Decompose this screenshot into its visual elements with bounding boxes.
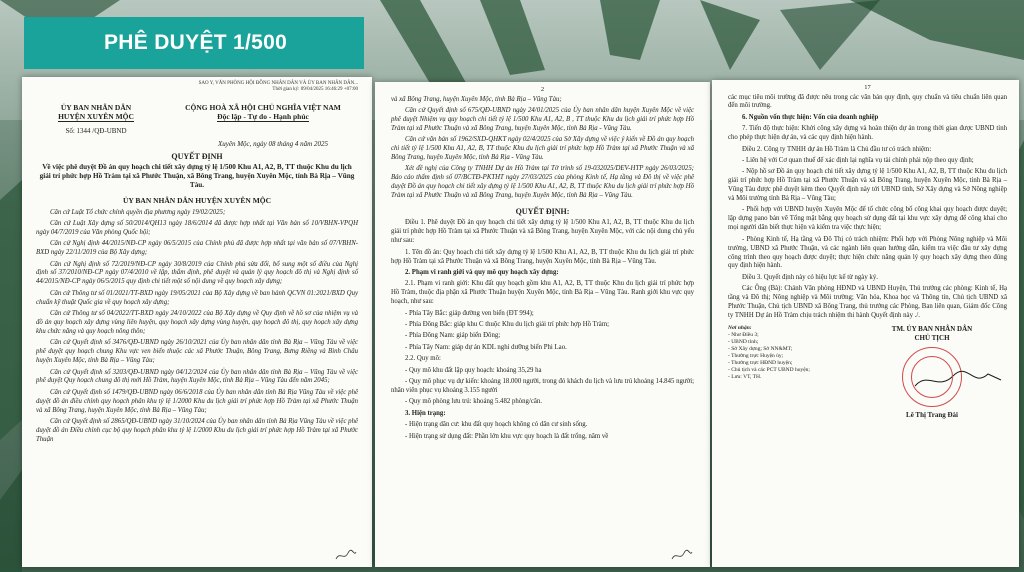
scale-area: - Quy mô khu đất lập quy hoạch: khoảng 35,29 ha (405, 366, 542, 374)
duty-department: - Phòng Kinh tế, Hạ tầng và Đô Thị có trách nhiệm: Phối hợp với Phòng Nông nghiệp và Môi trường, UBND xã Phước Thuận, và các ngành liên quan hướng dẫn, kiểm tra việc đầu tư xây dựng công trình theo quy hoạch được duyệt; thực hiện chức năng quản lý quy hoạch xây dựng theo đúng quy định hiện hành. (728, 235, 1007, 270)
p2-para-3: Căn cứ văn bản số 1962/SXD-QHKT ngày 02/4/2025 của Sở Xây dựng về việc ý kiến về Đồ án quy hoạch chi tiết tỷ lệ 1/500 Khu A1, A2, B, TT thuộc Khu du lịch giải trí phức hợp Hồ Tràm tại xã Phước Thuận và xã Bông Trang, huyện Xuyên Mộc, tỉnh Bà Rịa - Vũng Tàu. (391, 136, 694, 161)
scale-rooms: - Quy mô phòng lưu trú: khoảng 5.482 phòng/căn. (405, 398, 542, 406)
border-southeast: - Phía Đông Nam: giáp biển Đông; (405, 332, 501, 340)
nation-line1: CỘNG HOÀ XÃ HỘI CHỦ NGHĨA VIỆT NAM (185, 103, 341, 112)
item-3-status: 3. Hiện trạng: (405, 409, 446, 417)
p2-para-1: và xã Bông Trang, huyện Xuyên Mộc, tỉnh Bà Rịa – Vũng Tàu; (391, 95, 562, 103)
handwritten-signature (913, 366, 1003, 396)
p2-para-2: Căn cứ Quyết định số 675/QĐ-UBND ngày 24/01/2025 của Ủy ban nhân dân huyện Xuyên Mộc về việc phê duyệt Nhiệm vụ quy hoạch chi tiết tỷ lệ 1/500 Khu A1, A2, B , TT thuộc Khu du lịch giải trí phức hợp Hồ Tràm tại xã Phước Thuận và xã Bông Trang, huyện Xuyên Mộc, tỉnh Bà Rịa - Vũng Tàu. (391, 106, 694, 132)
border-southwest: - Phía Tây Nam: giáp dự án KDL nghỉ dưỡng biển Phi Lao. (405, 343, 567, 351)
legal-basis-4: Căn cứ Nghị định số 72/2019/NĐ-CP ngày 30/8/2019 của Chính phủ sửa đổi, bổ sung một số điều của Nghị định số 37/2010/NĐ-CP ngày 07/4/2010 về lập, thẩm định, phê duyệt và quản lý quy hoạch đô thị và Nghị định số 44/2015/NĐ-CP ngày 06/5/2015 quy định chi tiết một số nội dung về quy hoạch xây dựng; (36, 260, 358, 286)
copy-note-time: Thời gian ký: 09/04/2025 16:46:29 +07:00 (272, 87, 358, 92)
legal-basis-10: Căn cứ Quyết định số 2865/QĐ-UBND ngày 31/10/2024 của Ủy ban nhân dân tỉnh Bà Rịa Vũng Tàu về việc phê duyệt đồ án Điều chỉnh cục bộ quy hoạch phân khu tỷ lệ 1/2000 Khu du lịch giải trí phức hợp Hồ Tràm tại xã Phước Thuận (36, 418, 358, 443)
document-header (36, 103, 358, 136)
banner-title: PHÊ DUYỆT 1/500 (104, 31, 288, 54)
legal-basis-9: Căn cứ Quyết định số 1479/QĐ-UBND ngày 06/6/2018 của Ủy ban nhân dân tỉnh Bà Rịa Vũng Tàu về việc phê duyệt đồ án điều chỉnh quy hoạch phân khu tỷ lệ 1/2000 Khu du lịch giải trí phức hợp Hồ Tràm tại xã Phước Thuận và xã Bông Trang, huyện Xuyên Mộc, tỉnh Bà Rịa – Vũng Tàu; (36, 388, 358, 414)
document-page-17 (712, 80, 1019, 567)
document-page-1 (22, 77, 372, 567)
decision-subject: Về việc phê duyệt Đồ án quy hoạch chi tiết xây dựng tỷ lệ 1/500 Khu A1, A2, B, TT thuộc Khu du lịch giải trí phức hợp Hồ Tràm tại xã Phước Thuận, xã Bông Trang, huyện Xuyên Mộc, tỉnh Bà Rịa – Vũng Tàu. (39, 163, 355, 189)
border-northwest: - Phía Tây Bắc: giáp đường ven biển (ĐT 994); (405, 309, 534, 317)
page-number: 2 (540, 86, 545, 93)
page-initial-signature (334, 549, 358, 561)
legal-basis-8: Căn cứ Quyết định số 3203/QĐ-UBND ngày 04/12/2024 của Ủy ban nhân dân tỉnh Bà Rịa – Vũng Tàu về việc phê duyệt Quy hoạch chung đô thị mới Hồ Tràm, huyện Xuyên Mộc, tỉnh Bà Rịa – Vũng Tàu đến năm 2045; (36, 368, 358, 385)
org-line1: ỦY BAN NHÂN DÂN (60, 103, 132, 112)
status-residents: - Hiện trạng dân cư: khu đất quy hoạch không có dân cư sinh sống. (405, 421, 588, 429)
article-1: Điều 1. Phê duyệt Đồ án quy hoạch chi tiết xây dựng tỷ lệ 1/500 Khu A1, A2, B, TT thuộc Khu du lịch giải trí phức hợp Hồ Tràm tại xã Phước Thuận và xã Bông Trang, huyện Xuyên Mộc, với các nội dung chủ yếu như sau: (391, 219, 694, 245)
page-number: 17 (864, 84, 871, 91)
recipient: - Thường trực HĐND huyện; (728, 359, 793, 366)
org-line2: HUYỆN XUYÊN MỘC (58, 112, 134, 121)
decision-heading-2: QUYẾT ĐỊNH: (515, 206, 570, 216)
document-date: Xuyên Mộc, ngày 08 tháng 4 năm 2025 (217, 140, 328, 148)
official-red-stamp (902, 347, 962, 407)
legal-basis-7: Căn cứ Quyết định số 3476/QĐ-UBND ngày 26/10/2021 của Ủy ban nhân dân tỉnh Bà Rịa – Vũng Tàu về việc phê duyệt quy hoạch chung Khu vực ven biển thuộc các xã Phước Thuận, Bông Trang, Bưng Riềng và Bình Châu huyện Xuyên Mộc, tỉnh Bà Rịa – Vũng Tàu; (36, 339, 358, 365)
duty-submit: - Nộp hồ sơ Đồ án quy hoạch chi tiết xây dựng tỷ lệ 1/500 Khu A1, A2, B, TT thuộc Khu du lịch giải trí phức hợp Hồ Tràm tại xã Phước Thuận và xã Bông Trang, huyện Xuyên Mộc, tỉnh Bà Rịa – Vũng Tàu được phê duyệt kèm theo Quyết định này tới UBND tỉnh, Sở Xây dựng và Sở Nông nghiệp và Môi trường tỉnh Bà Rịa – Vũng Tàu; (728, 168, 1007, 203)
item-2-scope: 2. Phạm vi ranh giới và quy mô quy hoạch xây dựng: (405, 269, 559, 276)
scale-people: - Quy mô phục vụ dự kiến: khoảng 18.000 người, trong đó khách du lịch và lưu trú khoảng 14.845 người; nhân viên phục vụ khoảng 3.155 người (391, 378, 694, 394)
item-1-name: 1. Tên đồ án: Quy hoạch chi tiết xây dựng tỷ lệ 1/500 Khu A1, A2, B, TT thuộc Khu du lịch giải trí phức hợp Hồ Tràm tại xã Phước Thuận và xã Bông Trang, huyện Xuyên Mộc, tỉnh Bà Rịa – Vũng Tàu. (391, 248, 694, 265)
duty-tax: - Liên hệ với Cơ quan thuế để xác định lại nghĩa vụ tài chính phải nộp theo quy định; (742, 156, 974, 164)
recipient: - UBND tỉnh; (728, 338, 759, 345)
signer-title2: CHỦ TỊCH (914, 333, 950, 342)
legal-basis-1: Căn cứ Luật Tổ chức chính quyền địa phương ngày 19/02/2025; (50, 208, 226, 216)
signature-block (728, 325, 1007, 420)
p2-para-4: Xét đề nghị của Công ty TNHH Dự án Hồ Tràm tại Tờ trình số 19-032025/DEV-HTP ngày 26/03/2025; Báo cáo thẩm định số 07/BCTĐ-PKTHT ngày 27/03/2025 của phòng Kinh tế, Hạ tầng và Đô thị về việc phê duyệt Đồ án quy hoạch chi tiết xây dựng tỷ lệ 1/500 Khu A1, A2, B, TT thuộc Khu du lịch giải trí phức hợp Hồ Tràm tại xã Phước Thuận và xã Bông Trang, huyện Xuyên Mộc, tỉnh Bà Rịa – Vũng Tàu. (391, 165, 694, 200)
recipient: - Sở Xây dựng; Sở NN&MT; (728, 345, 793, 352)
approval-banner (24, 17, 364, 69)
copy-note: SAO Y, VĂN PHÒNG HỘI ĐỒNG NHÂN DÂN VÀ ỦY BAN NHÂN DÂN... (198, 81, 358, 86)
article-2: Điều 2. Công ty TNHH dự án Hồ Tràm là Chủ đầu tư có trách nhiệm: (742, 145, 932, 153)
legal-basis-6: Căn cứ Thông tư số 04/2022/TT-BXD ngày 24/10/2022 của Bộ Xây dựng về Quy định về hồ sơ của nhiệm vụ và đồ án quy hoạch xây dựng vùng liên huyện, quy hoạch xây dựng vùng huyện, quy hoạch đô thị, quy hoạch xây dựng khu chức năng và quy hoạch nông thôn; (36, 310, 358, 335)
item-2-1-boundary: 2.1. Phạm vi ranh giới: Khu đất quy hoạch gồm khu A1, A2, B, TT thuộc Khu du lịch giải trí phức hợp Hồ Tràm, thuộc địa phận xã Phước Thuận huyện Xuyên Mộc, tỉnh Bà Rịa – Vũng Tàu. Ranh giới khu vực quy hoạch, như sau: (391, 280, 694, 306)
nation-line2: Độc lập - Tự do - Hạnh phúc (217, 112, 309, 121)
enforcement: Các Ông (Bà): Chánh Văn phòng HĐND và UBND Huyện, Thủ trưởng các phòng: Kinh tế, Hạ tầng và Đô thị; Nông nghiệp và Môi trường; Văn hóa, Khoa học và Thông tin, Chủ tịch UBND xã Phước Thuận, Chủ tịch UBND xã Bông Trang, thủ trưởng các Phòng, Ban liên quan, Giám đốc Công ty TNHH Dự án Hồ Tràm chịu trách nhiệm thi hành Quyết định này ./. (728, 285, 1007, 319)
recipient: - Lưu: VT, TH. (728, 373, 762, 380)
border-northeast: - Phía Đông Bắc: giáp khu C thuộc Khu du lịch giải trí phức hợp Hồ Tràm; (405, 321, 609, 329)
document-number: Số: 1344 /QĐ-UBND (65, 127, 127, 135)
p17-para-1: các mục tiêu môi trường đã được nêu trong các văn bản quy định, quy chuẩn và tiêu chuẩn liên quan đến môi trường. (728, 93, 1007, 110)
page-initial-signature-2 (670, 549, 694, 561)
article-3: Điều 3. Quyết định này có hiệu lực kể từ ngày ký. (742, 273, 878, 281)
signer-name: Lê Thị Trang Đài (906, 410, 958, 419)
recipients-list (728, 325, 848, 420)
recipient: - Như Điều 3; (728, 331, 759, 338)
legal-basis-3: Căn cứ Nghị định 44/2015/NĐ-CP ngày 06/5/2015 của Chính phủ đã được hợp nhất tại văn bản số 07/VBHN-BXD ngày 22/11/2019 của Bộ Xây dựng; (36, 240, 358, 257)
duty-publish: - Phối hợp với UBND huyện Xuyên Mộc để tổ chức công bố công khai quy hoạch được duyệt; lập dựng pano bản vẽ Tổng mặt bằng quy hoạch sử dụng đất tại khu vực xây dựng để công khai cho mọi người dân biết thực hiện và kiểm tra việc thực hiện; (728, 206, 1007, 232)
decision-heading: QUYẾT ĐỊNH (171, 152, 223, 161)
funding-source: 6. Nguồn vốn thực hiện: Vốn của doanh nghiệp (742, 113, 879, 121)
recipient: - Chủ tịch và các PCT UBND huyện; (728, 366, 810, 373)
recipient: - Thường trực Huyện ủy; (728, 352, 784, 359)
legal-basis-5: Căn cứ Thông tư số 01/2021/TT-BXD ngày 19/05/2021 của Bộ Xây dựng về ban hành QCVN 01:2021/BXD Quy chuẩn kỹ thuật Quốc gia về quy hoạch xây dựng; (36, 289, 358, 306)
status-land-use: - Hiện trạng sử dụng đất: Phần lớn khu vực quy hoạch là đất trống, năm về (405, 432, 609, 440)
schedule: 7. Tiến độ thực hiện: Khởi công xây dựng và hoàn thiện dự án trong thời gian được UBND tỉnh cho phép thực hiện dự án, và các quy định hiện hành. (728, 125, 1007, 142)
authority-heading: ỦY BAN NHÂN DÂN HUYỆN XUYÊN MỘC (122, 196, 272, 205)
signer-title1: TM. ỦY BAN NHÂN DÂN (891, 324, 973, 333)
recipients-label: Nơi nhận: (728, 324, 752, 331)
item-2-2-scale: 2.2. Quy mô: (405, 355, 441, 363)
signer (857, 325, 1007, 420)
legal-basis-2: Căn cứ Luật Xây dựng số 50/2014/QH13 ngày 18/6/2014 đã được hợp nhất tại Văn bản số 10/VBHN-VPQH ngày 04/7/2019 của Văn phòng Quốc hội; (36, 219, 358, 236)
document-page-2 (375, 82, 710, 567)
